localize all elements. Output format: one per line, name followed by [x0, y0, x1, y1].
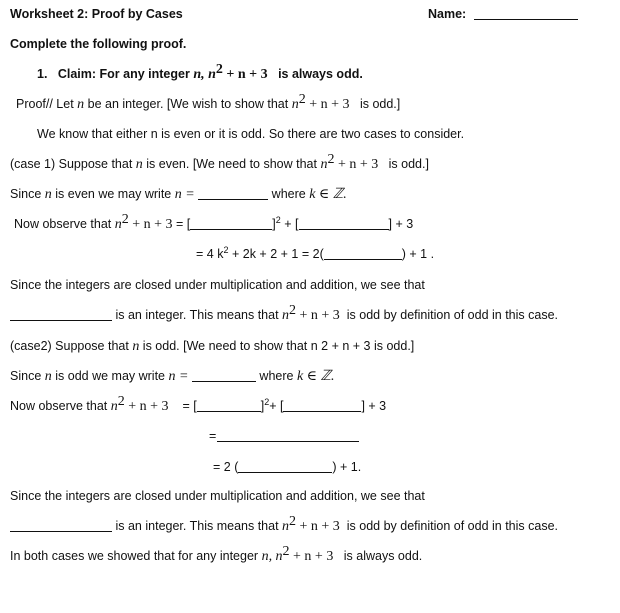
case1-expand: = 4 $k^2 + 2k + 2 + 1 = 2$( ) + 1 . — [196, 245, 435, 261]
worksheet-title: Worksheet 2: Proof by Cases — [10, 7, 183, 21]
proof-intro: Proof// Let n be an integer. [We wish to show that $n^2 + n + 3$ is odd.] — [16, 92, 401, 112]
two-cases-text: We know that either n is even or it is odd. So there are two cases to consider. — [37, 127, 465, 141]
case2-expand-blank[interactable] — [217, 430, 359, 442]
case1-integer-blank[interactable] — [10, 309, 112, 321]
name-label: Name: — [428, 7, 467, 21]
claim-line: 1. Claim: For any integer n, $n^2 + n + 3$ is always odd. — [37, 62, 363, 82]
name-blank[interactable] — [474, 8, 578, 20]
case1-square-blank[interactable] — [190, 218, 272, 230]
case2-observe: Now observe that $n^2 + n + 3$ = [ ]$^2$+ [ ] + 3 — [10, 394, 387, 414]
case1-since: Since n is even we may write n = where k ∈ ℤ. — [10, 187, 347, 202]
case2-expand-line — [217, 428, 359, 444]
case2-integer-blank[interactable] — [10, 520, 112, 532]
instructions: Complete the following proof. — [10, 37, 187, 51]
case1-observe: Now observe that $n^2 + n + 3$ = [ ]$^2$ + [ ] + 3 — [14, 212, 414, 232]
case2-square-blank[interactable] — [197, 400, 261, 412]
case1-linear-blank[interactable] — [299, 218, 389, 230]
case2-expand: = — [209, 429, 217, 443]
case2-factor: = 2 ( ) + 1. — [213, 460, 362, 474]
case2-integer: is an integer. This means that $n^2 + n + 3$ is odd by definition of odd in this case. — [10, 518, 558, 535]
case1-intro: (case 1) Suppose that n is even. [We need to show that $n^2 + n + 3$ is odd.] — [10, 152, 429, 172]
case2-factor-blank[interactable] — [238, 461, 332, 473]
case2-intro: (case2) Suppose that n is odd. [We need to show that n 2 + n + 3 is odd.] — [10, 339, 415, 354]
case2-linear-blank[interactable] — [283, 400, 361, 412]
case2-n-blank[interactable] — [192, 370, 256, 382]
name-field[interactable] — [428, 6, 578, 22]
case2-since: Since n is odd we may write n = where k ∈ ℤ. — [10, 369, 335, 384]
conclusion: In both cases we showed that for any integer n, $n^2 + n + 3$ is always odd. — [10, 544, 423, 564]
case1-n-blank[interactable] — [198, 188, 268, 200]
case2-closed: Since the integers are closed under multiplication and addition, we see that — [10, 489, 425, 503]
case1-factor-blank[interactable] — [324, 248, 402, 260]
case1-closed: Since the integers are closed under multiplication and addition, we see that — [10, 278, 425, 292]
case1-integer: is an integer. This means that $n^2 + n + 3$ is odd by definition of odd in this case. — [10, 307, 558, 324]
